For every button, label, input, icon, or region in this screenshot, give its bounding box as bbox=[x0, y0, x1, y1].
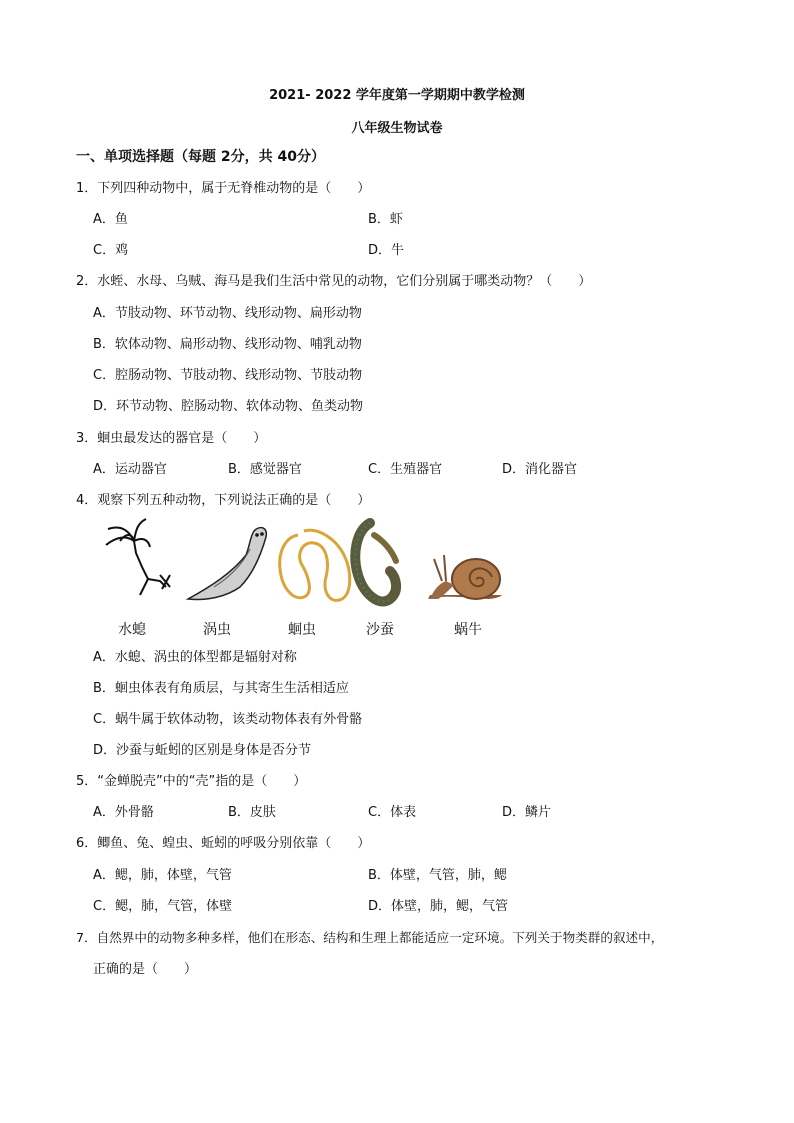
question-2-stem: 2．水蛭、水母、乌贼、海马是我们生活中常见的动物，它们分别属于哪类动物？（ ） bbox=[76, 274, 592, 289]
q6-option-b: B．体壁，气管，肺，鳃 bbox=[368, 868, 507, 883]
snail-illustration bbox=[428, 555, 502, 599]
caption-roundworm: 蛔虫 bbox=[288, 622, 316, 638]
q5-option-a: A．外骨骼 bbox=[93, 805, 154, 820]
q4-option-c: C．蜗牛属于软体动物，该类动物体表有外骨骼 bbox=[93, 712, 363, 727]
q2-option-d: D．环节动物、腔肠动物、软体动物、鱼类动物 bbox=[93, 399, 364, 414]
q1-option-a: A．鱼 bbox=[93, 212, 128, 227]
question-7-stem-continued: 正确的是（ ） bbox=[93, 962, 198, 977]
question-7-stem: 7．自然界中的动物多种多样，他们在形态、结构和生理上都能适应一定环境。下列关于物类群的叙述中， bbox=[76, 930, 664, 945]
caption-snail: 蜗牛 bbox=[454, 622, 482, 638]
figure-drawings bbox=[90, 515, 520, 615]
q5-option-b: B．皮肤 bbox=[228, 805, 276, 820]
q4-option-d: D．沙蚕与蚯蚓的区别是身体是否分节 bbox=[93, 743, 312, 758]
animal-figure bbox=[90, 515, 520, 640]
q2-option-a: A．节肢动物、环节动物、线形动物、扁形动物 bbox=[93, 306, 362, 321]
q3-option-d: D．消化器官 bbox=[502, 462, 578, 477]
q1-option-b: B．虾 bbox=[368, 212, 403, 227]
sandworm-illustration bbox=[355, 523, 396, 602]
q4-option-a: A．水螅、涡虫的体型都是辐射对称 bbox=[93, 650, 297, 665]
q2-option-b: B．软体动物、扁形动物、线形动物、哺乳动物 bbox=[93, 337, 362, 352]
q3-option-c: C．生殖器官 bbox=[368, 462, 443, 477]
planarian-illustration bbox=[188, 528, 266, 600]
q3-option-a: A．运动器官 bbox=[93, 462, 167, 477]
exam-title: 2021- 2022 学年度第一学期期中教学检测 bbox=[269, 88, 525, 103]
exam-subtitle: 八年级生物试卷 bbox=[351, 121, 443, 136]
question-5-stem: 5．“金蝉脱壳”中的“壳”指的是（ ） bbox=[76, 774, 307, 789]
hydra-illustration bbox=[106, 519, 170, 595]
q3-option-b: B．感觉器官 bbox=[228, 462, 302, 477]
question-3-stem: 3．蛔虫最发达的器官是（ ） bbox=[76, 431, 267, 446]
q6-option-c: C．鳃，肺，气管，体壁 bbox=[93, 899, 233, 914]
q1-option-c: C．鸡 bbox=[93, 243, 129, 258]
question-4-stem: 4．观察下列五种动物，下列说法正确的是（ ） bbox=[76, 493, 371, 508]
q5-option-d: D．鳞片 bbox=[502, 805, 552, 820]
section-heading: 一、单项选择题（每题 2分，共 40分） bbox=[76, 149, 325, 165]
q5-option-c: C．体表 bbox=[368, 805, 417, 820]
q4-option-b: B．蛔虫体表有角质层，与其寄生生活相适应 bbox=[93, 681, 349, 696]
roundworm-illustration bbox=[280, 530, 350, 600]
question-6-stem: 6．鲫鱼、兔、蝗虫、蚯蚓的呼吸分别依靠（ ） bbox=[76, 836, 371, 851]
q2-option-c: C．腔肠动物、节肢动物、线形动物、节肢动物 bbox=[93, 368, 363, 383]
q6-option-d: D．体壁，肺，鳃，气管 bbox=[368, 899, 509, 914]
caption-sandworm: 沙蚕 bbox=[366, 622, 394, 638]
caption-hydra: 水螅 bbox=[118, 622, 146, 638]
q6-option-a: A．鳃，肺，体壁，气管 bbox=[93, 868, 232, 883]
question-1-stem: 1．下列四种动物中，属于无脊椎动物的是（ ） bbox=[76, 181, 371, 196]
caption-planarian: 涡虫 bbox=[203, 622, 231, 638]
q1-option-d: D．牛 bbox=[368, 243, 405, 258]
